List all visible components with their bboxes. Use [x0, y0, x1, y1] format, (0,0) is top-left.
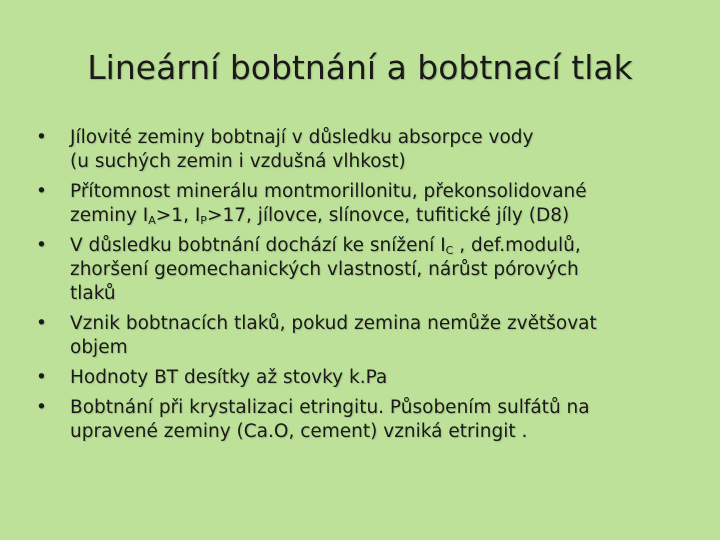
bullet-line: zhoršení geomechanických vlastností, nárůst pórových — [70, 259, 579, 280]
text-fragment: >1, I — [155, 205, 201, 226]
bullet-list — [36, 126, 686, 450]
bullet-item-absorption — [36, 126, 686, 174]
bullet-line: Jílovité zeminy bobtnají v důsledku absorpce vody — [70, 127, 534, 148]
subscript: C — [445, 244, 454, 257]
bullet-line: tlaků — [70, 283, 116, 304]
bullet-icon: • — [36, 235, 47, 256]
text-fragment: zeminy I — [70, 205, 149, 226]
bullet-item-ettringite — [36, 396, 686, 444]
bullet-icon: • — [36, 313, 47, 334]
bullet-line: Přítomnost minerálu montmorillonitu, překonsolidované — [70, 181, 587, 202]
bullet-item-montmorillonite — [36, 180, 686, 228]
bullet-line: Bobtnání při krystalizaci etringitu. Působením sulfátů na — [70, 397, 590, 418]
bullet-icon: • — [36, 397, 47, 418]
text-fragment: , def.modulů, — [453, 235, 581, 256]
slide-title: Lineární bobtnání a bobtnací tlak — [87, 48, 633, 87]
bullet-line: (u suchých zemin i vzdušná vlhkost) — [70, 151, 406, 172]
bullet-line — [70, 234, 686, 258]
subscript: A — [148, 214, 156, 227]
bullet-icon: • — [36, 181, 47, 202]
bullet-line: Vznik bobtnacích tlaků, pokud zemina nemůže zvětšovat — [70, 313, 597, 334]
bullet-line: Hodnoty BT desítky až stovky k.Pa — [70, 367, 388, 388]
text-fragment: >17, jílovce, slínovce, tufitické jíly (D8) — [206, 205, 570, 226]
bullet-item-bt-values — [36, 366, 686, 390]
bullet-line — [70, 204, 686, 228]
text-fragment: V důsledku bobtnání dochází ke snížení I — [70, 235, 446, 256]
bullet-line: upravené zeminy (Ca.O, cement) vzniká etringit . — [70, 421, 528, 442]
bullet-icon: • — [36, 127, 47, 148]
bullet-icon: • — [36, 367, 47, 388]
bullet-item-consequences — [36, 234, 686, 306]
bullet-item-swelling-pressure — [36, 312, 686, 360]
subscript: P — [200, 214, 207, 227]
bullet-line: objem — [70, 337, 128, 358]
